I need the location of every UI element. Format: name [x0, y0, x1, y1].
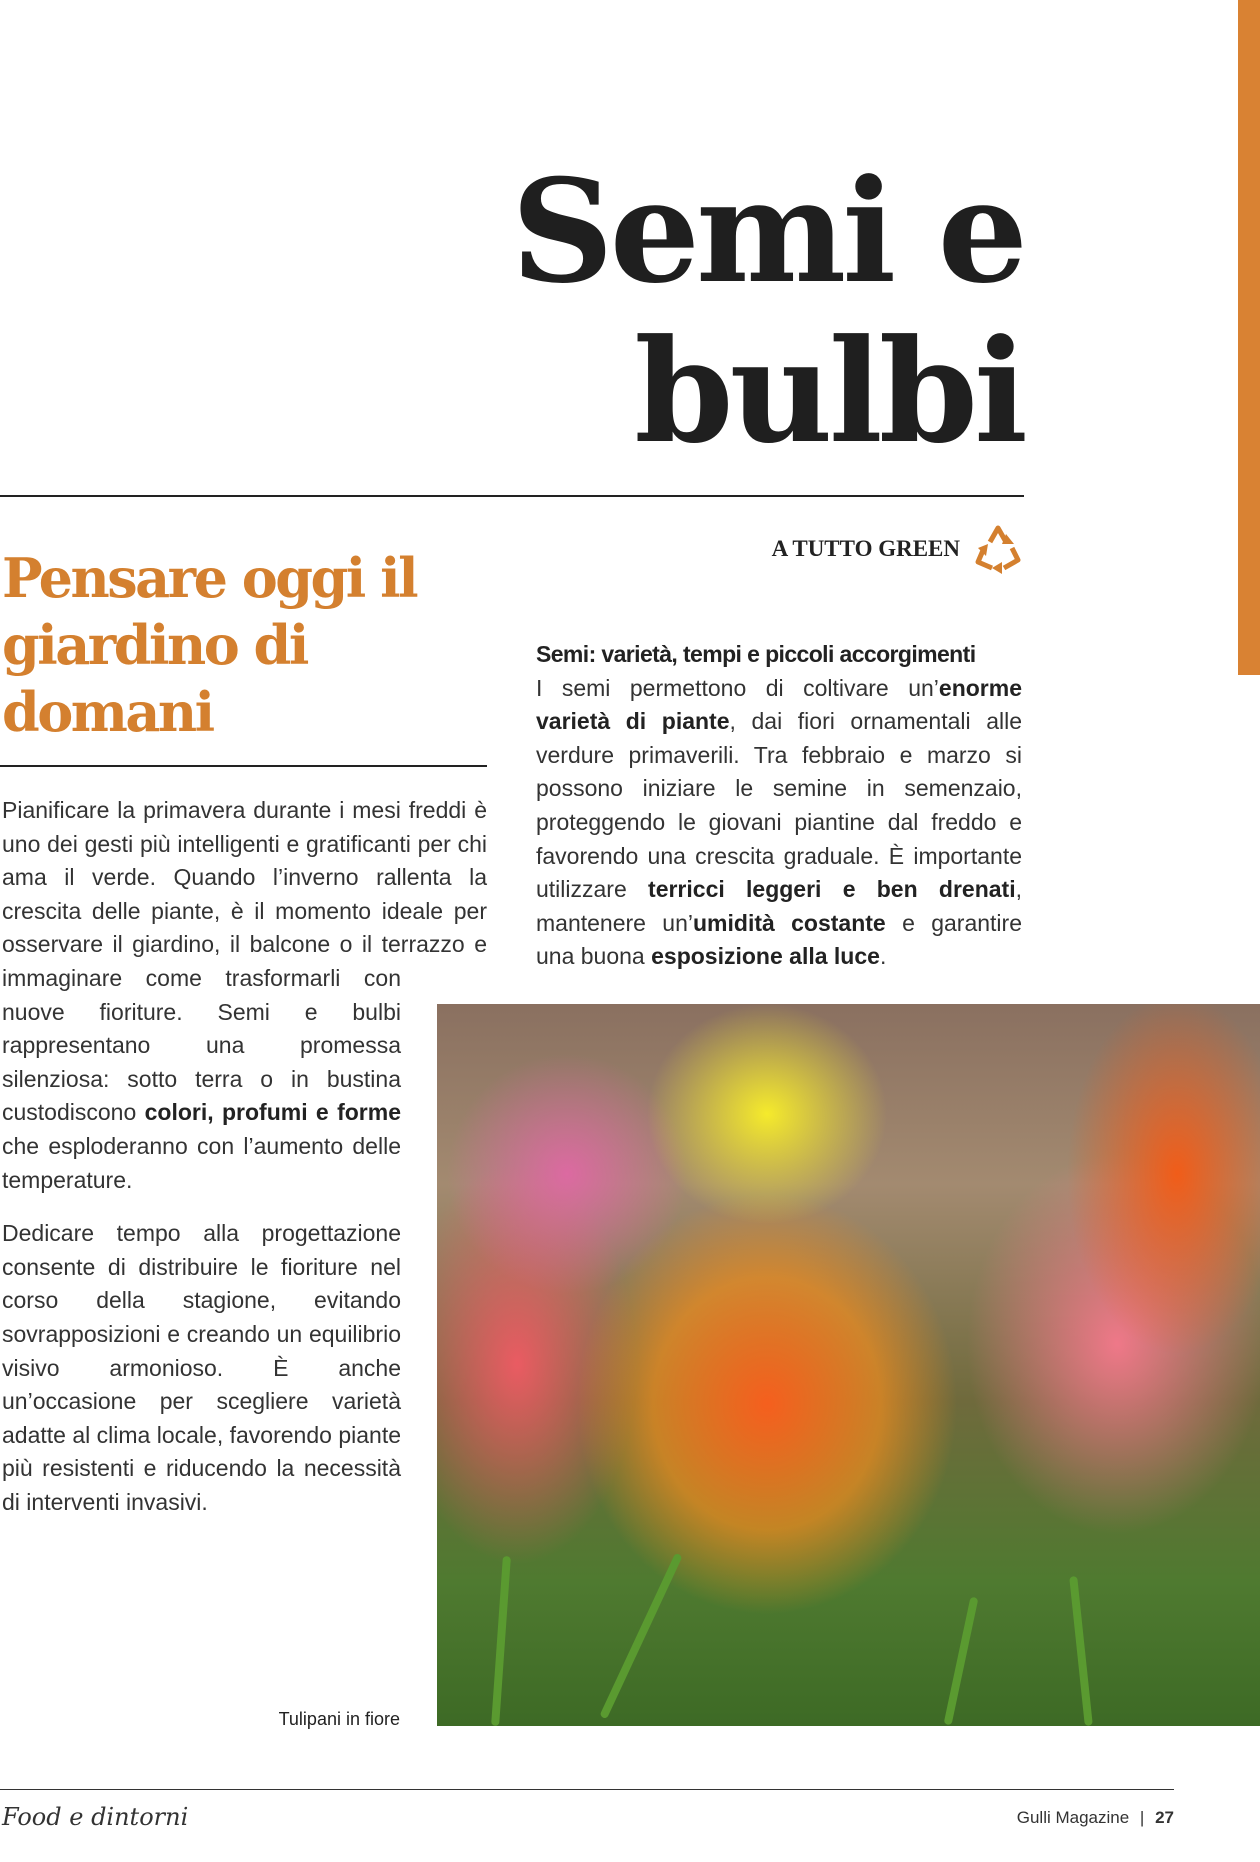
- stem: [599, 1553, 682, 1720]
- stem: [491, 1556, 511, 1726]
- accent-bar: [1238, 0, 1260, 675]
- section-tag: [772, 522, 1024, 576]
- text: Pianificare la primavera durante i mesi freddi è uno dei gesti più intelligenti e gratificanti per chi ama il verde. Quando l’inverno rallenta la crescita delle piante, è il momento ideale per osservare il giardino, il balcone o il terrazzo e immaginare come trasformarli con nuove fioriture. Semi e bulbi rappresentano una promessa silenziosa: sotto terra o in bustina custodiscono: [2, 797, 487, 1126]
- section-tag-label: A TUTTO GREEN: [771, 536, 960, 561]
- bold-text: terricci leggeri e ben drenati: [648, 876, 1016, 903]
- separator: |: [1139, 1808, 1145, 1827]
- footer-divider: [0, 1789, 1174, 1790]
- right-column: [536, 638, 1022, 974]
- text: .: [879, 943, 887, 970]
- text: e garantire una buona: [536, 909, 1022, 970]
- article-title: [511, 149, 1024, 475]
- bold-text: colori, profumi e forme: [144, 1099, 401, 1126]
- tulips-photo: [437, 1004, 1260, 1726]
- paragraph: Dedicare tempo alla progettazione consente di distribuire le fioriture nel corso della stagione, evitando sovrapposizioni e creando un equilibrio visivo armonioso. È anche un’occasione per scegliere varietà adatte al clima locale, favorendo piante più resistenti e riducendo la necessità di interventi invasivi.: [2, 1220, 401, 1515]
- section-heading: Pensare oggi il giardino di domani: [2, 546, 417, 744]
- photo-caption: Tulipani in fiore: [278, 1709, 400, 1729]
- bold-text: esposizione alla luce: [651, 943, 880, 970]
- divider: [0, 495, 1024, 497]
- page-number: 27: [1155, 1808, 1174, 1827]
- title-line-2: bulbi: [634, 309, 1024, 475]
- footer-page-info: [1017, 1808, 1174, 1828]
- subheading: Semi: varietà, tempi e piccoli accorgimenti: [536, 641, 976, 667]
- paragraph: [536, 672, 1022, 974]
- bold-text: enorme varietà di piante: [536, 674, 1022, 735]
- left-column: [2, 794, 487, 1862]
- magazine-name: Gulli Magazine: [1016, 1808, 1130, 1827]
- stem: [1069, 1576, 1093, 1726]
- text: I semi permettono di coltivare un’: [536, 674, 939, 701]
- text: che esploderanno con l’aumento delle temperature.: [2, 1132, 401, 1193]
- stem: [944, 1597, 979, 1726]
- text: , dai fiori ornamentali alle verdure primaverili. Tra febbraio e marzo si possono iniziare le semine in semenzaio, proteggendo le giovani piantine dal freddo e favorendo una crescita graduale. È importante utilizzare: [536, 708, 1022, 903]
- footer-section: Food e dintorni: [2, 1803, 189, 1831]
- recycle-icon: [972, 522, 1024, 576]
- bold-text: umidità costante: [693, 909, 886, 936]
- heading-divider: [0, 765, 487, 767]
- title-line-1: Semi e: [511, 149, 1024, 315]
- text: , mantenere un’: [536, 876, 1022, 936]
